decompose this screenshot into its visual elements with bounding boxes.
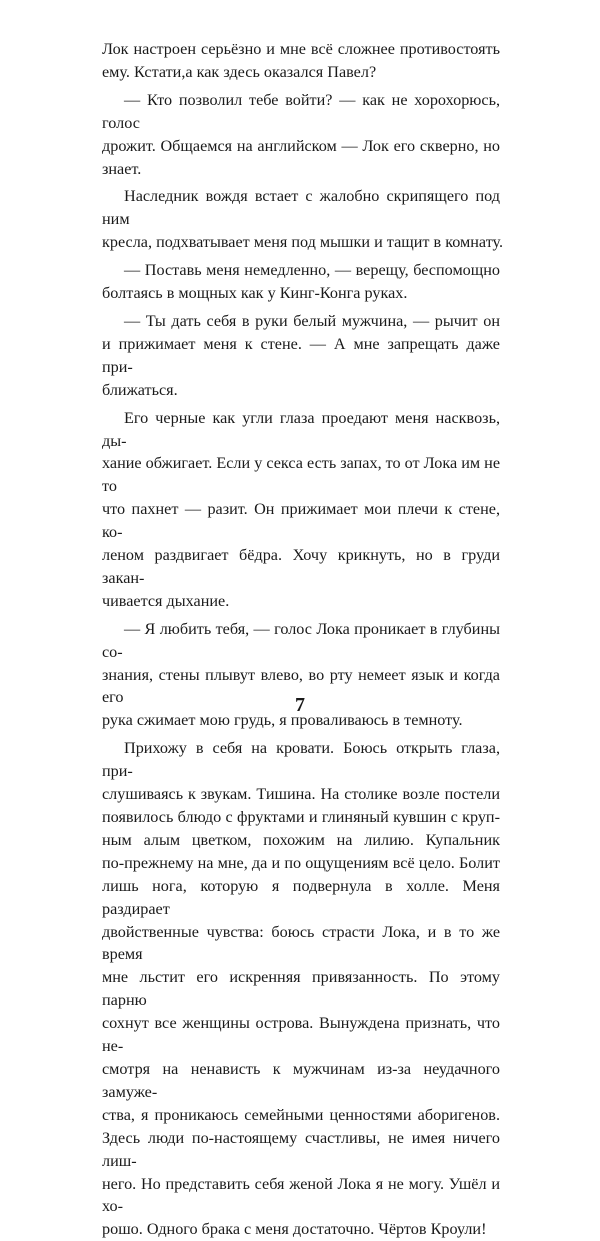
- text-line: ным алым цветком, похожим на лилию. Купальник: [102, 830, 500, 849]
- text-line: дрожит. Общаемся на английском — Лок его скверно, но: [102, 136, 500, 155]
- text-line: — Я любить тебя, — голос Лока проникает в глубины со-: [102, 619, 500, 661]
- text-line: что пахнет — разит. Он прижимает мои плечи к стене, ко-: [102, 500, 500, 542]
- paragraph: [102, 259, 500, 305]
- paragraph: [102, 38, 500, 84]
- text-line: рошо. Одного брака с меня достаточно. Чёртов Кроули!: [102, 1220, 487, 1239]
- text-line: ближаться.: [102, 380, 178, 399]
- text-line: и прижимает меня к стене. — А мне запрещать даже при-: [102, 334, 500, 376]
- paragraph: [102, 310, 500, 402]
- body-text: [102, 38, 504, 1241]
- text-line: него. Но представить себя женой Лока я не могу. Ушёл и хо-: [102, 1174, 500, 1216]
- paragraph: [102, 737, 500, 1241]
- text-line: слушиваясь к звукам. Тишина. На столике возле постели: [102, 785, 500, 804]
- text-line: мне льстит его искренняя привязанность. По этому парню: [102, 968, 500, 1010]
- text-line: хание обжигает. Если у секса есть запах, то от Лока им не то: [102, 454, 500, 496]
- text-line: двойственные чувства: боюсь страсти Лока, и в то же время: [102, 922, 500, 964]
- text-line: болтаясь в мощных как у Кинг-Конга руках.: [102, 284, 408, 303]
- text-line: чивается дыхание.: [102, 591, 230, 610]
- text-line: Наследник вождя встает с жалобно скрипящего под ним: [102, 187, 500, 229]
- text-line: знания, стены плывут влево, во рту немеет язык и когда его: [102, 665, 500, 707]
- paragraph: [102, 185, 504, 254]
- text-line: — Поставь меня немедленно, — верещу, беспомощно: [124, 261, 500, 280]
- text-line: появилось блюдо с фруктами и глиняный кувшин с круп-: [102, 808, 500, 826]
- text-line: Его черные как угли глаза проедают меня насквозь, ды-: [102, 408, 500, 450]
- text-line: Прихожу в себя на кровати. Боюсь открыть глаза, при-: [102, 739, 500, 781]
- text-line: знает.: [102, 159, 142, 178]
- text-line: Лок настроен серьёзно и мне всё сложнее противостоять: [102, 40, 500, 58]
- text-line: Здесь люди по-настоящему счастливы, не имея ничего лиш-: [102, 1128, 500, 1170]
- text-line: — Кто позволил тебе войти? — как не хорохорюсь, голос: [102, 90, 500, 132]
- text-line: рука сжимает мою грудь, я проваливаюсь в темноту.: [102, 711, 463, 730]
- text-line: лишь нога, которую я подвернула в холле. Меня раздирает: [102, 876, 500, 918]
- text-line: сохнут все женщины острова. Вынуждена признать, что не-: [102, 1014, 500, 1056]
- text-line: смотря на ненависть к мужчинам из-за неудачного замуже-: [102, 1059, 500, 1101]
- text-line: ства, я проникаюсь семейными ценностями аборигенов.: [102, 1105, 500, 1124]
- paragraph: [102, 407, 500, 613]
- text-line: по-прежнему на мне, да и по ощущениям всё цело. Болит: [102, 853, 500, 872]
- paragraph: [102, 89, 500, 181]
- text-line: — Ты дать себя в руки белый мужчина, — рычит он: [124, 311, 500, 330]
- text-line: кресла, подхватывает меня под мышки и тащит в комнату.: [102, 233, 504, 252]
- text-line: ему. Кстати,а как здесь оказался Павел?: [102, 62, 377, 81]
- page-number: 7: [295, 694, 305, 716]
- text-line: леном раздвигает бёдра. Хочу крикнуть, но в груди закан-: [102, 546, 500, 587]
